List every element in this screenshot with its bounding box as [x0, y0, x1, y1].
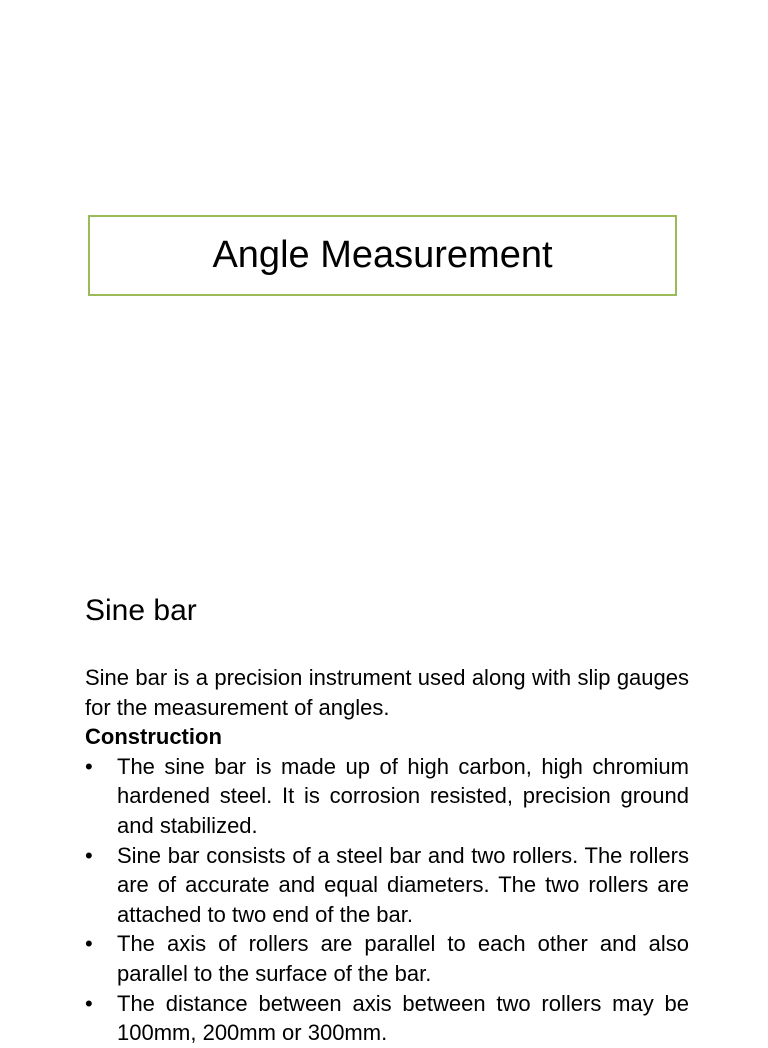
page-title: Angle Measurement: [212, 233, 553, 276]
section-content: [85, 663, 689, 1048]
list-item-text: The distance between axis between two rollers may be 100mm, 200mm or 300mm.: [117, 990, 689, 1046]
bullet-icon: •: [85, 753, 93, 779]
section-heading: Sine bar: [85, 594, 197, 627]
construction-heading: Construction: [85, 724, 222, 750]
list-item: [85, 989, 689, 1048]
construction-list: [85, 752, 689, 1048]
bullet-icon: •: [85, 990, 93, 1016]
bullet-icon: •: [85, 842, 93, 868]
list-item-text: The sine bar is made up of high carbon, high chromium hardened steel. It is corrosion resisted, precision ground and stabilized.: [117, 753, 689, 838]
list-item: [85, 841, 689, 930]
list-item: [85, 752, 689, 841]
intro-paragraph: Sine bar is a precision instrument used along with slip gauges for the measurement of angles.: [85, 665, 689, 720]
list-item-text: The axis of rollers are parallel to each other and also parallel to the surface of the bar.: [117, 931, 689, 986]
bullet-icon: •: [85, 931, 93, 957]
list-item-text: Sine bar consists of a steel bar and two rollers. The rollers are of accurate and equal diameters. The two rollers are attached to two end of the bar.: [117, 842, 689, 927]
title-box: [88, 215, 677, 296]
list-item: [85, 929, 689, 988]
